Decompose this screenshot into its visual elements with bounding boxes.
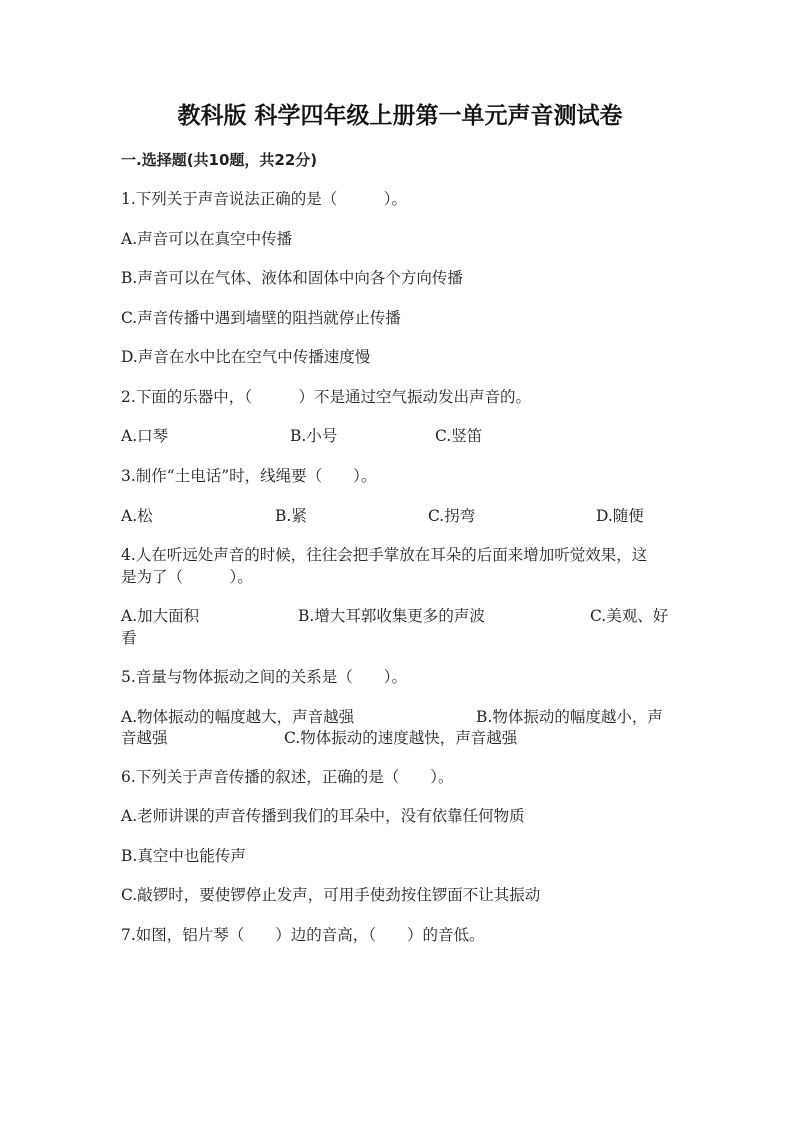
question-2-option-c: C.竖笛	[435, 427, 483, 445]
question-4-option-c-line2: 看	[121, 629, 137, 647]
question-1-stem: 1.下列关于声音说法正确的是（ ）。	[121, 190, 408, 208]
question-3-option-a: A.松	[121, 507, 153, 525]
question-1-option-a: A.声音可以在真空中传播	[121, 230, 293, 248]
question-5-stem: 5.音量与物体振动之间的关系是（ ）。	[121, 668, 408, 686]
question-5-option-b-line1: B.物体振动的幅度越小，声	[476, 708, 663, 726]
question-2-stem: 2.下面的乐器中，（ ）不是通过空气振动发出声音的。	[121, 388, 532, 406]
question-7-stem: 7.如图，铝片琴（ ）边的音高，（ ）的音低。	[121, 926, 485, 944]
question-6-option-b: B.真空中也能传声	[121, 847, 246, 865]
question-3-option-d: D.随便	[596, 507, 644, 525]
page-title: 教科版 科学四年级上册第一单元声音测试卷	[177, 103, 623, 129]
question-4-stem-line2: 是为了（ ）。	[121, 568, 253, 586]
question-3-stem: 3.制作“土电话”时，线绳要（ ）。	[121, 467, 377, 485]
question-1-option-c: C.声音传播中遇到墙壁的阻挡就停止传播	[121, 309, 401, 327]
section-heading: 一.选择题(共10题，共22分)	[121, 151, 318, 169]
question-5-option-a: A.物体振动的幅度越大，声音越强	[121, 708, 355, 726]
question-5-option-c: C.物体振动的速度越快，声音越强	[284, 729, 518, 747]
question-1-option-d: D.声音在水中比在空气中传播速度慢	[121, 348, 371, 366]
question-3-option-b: B.紧	[275, 507, 307, 525]
question-6-stem: 6.下列关于声音传播的叙述，正确的是（ ）。	[121, 768, 454, 786]
question-6-option-a: A.老师讲课的声音传播到我们的耳朵中，没有依靠任何物质	[121, 807, 525, 825]
question-5-option-b-line2: 音越强	[121, 729, 168, 747]
question-4-option-b: B.增大耳郭收集更多的声波	[298, 607, 485, 625]
question-3-option-c: C.拐弯	[428, 507, 476, 525]
question-4-option-a: A.加大面积	[121, 607, 200, 625]
question-1-option-b: B.声音可以在气体、液体和固体中向各个方向传播	[121, 269, 463, 287]
question-4-option-c-line1: C.美观、好	[590, 607, 669, 625]
question-2-option-b: B.小号	[290, 427, 338, 445]
question-2-option-a: A.口琴	[121, 427, 169, 445]
question-6-option-c: C.敲锣时，要使锣停止发声，可用手使劲按住锣面不让其振动	[121, 886, 541, 904]
question-4-stem-line1: 4.人在听远处声音的时候，往往会把手掌放在耳朵的后面来增加听觉效果，这	[121, 546, 648, 564]
